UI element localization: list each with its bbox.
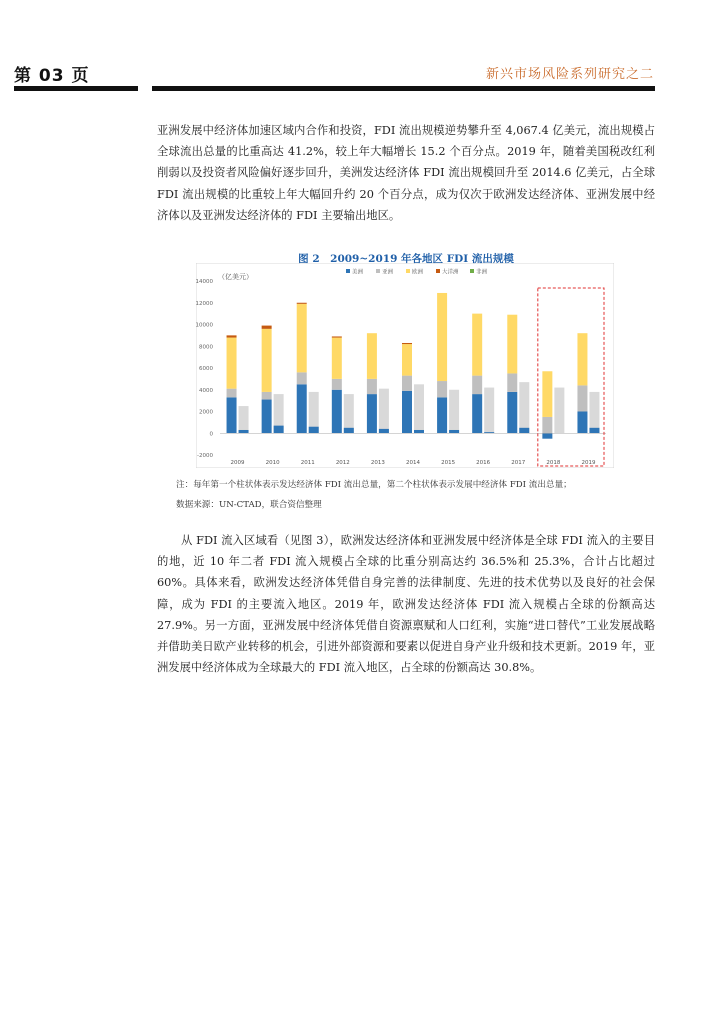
bar-developing-total [449,390,459,434]
bar-developed-oceania [297,303,307,304]
bar-developing-americas [274,426,284,434]
bar-developed-europe [402,344,412,376]
chart-x-axis [231,460,596,466]
y-tick-label: 10000 [196,322,213,329]
bar-developed-americas [577,412,587,434]
y-tick-label: 2000 [199,409,213,416]
legend-label: 美洲 [352,269,364,276]
header-rule-right [152,86,655,91]
y-tick-label: 6000 [199,366,213,372]
bar-developed-europe [262,329,272,392]
bar-developed-asia [437,381,447,397]
bar-developed-asia [297,372,307,384]
bar-developed-americas [227,397,237,433]
bar-developed-asia [577,385,587,411]
y-tick-label: 12000 [196,300,213,307]
legend-label: 非洲 [476,269,488,276]
x-tick-label: 2017 [511,460,526,466]
x-tick-label: 2014 [406,460,420,466]
chart-legend [346,268,488,276]
x-tick-label: 2018 [546,460,561,466]
bar-developed-europe [332,338,342,379]
y-tick-label: 8000 [199,344,213,351]
figure-source: 数据来源：UN-CTAD，联合资信整理 [176,500,322,510]
bar-developed-europe [227,338,237,389]
bar-developed-asia [507,373,517,391]
y-tick-label: 4000 [199,387,213,394]
legend-swatch [406,269,410,273]
legend-swatch [470,269,474,273]
paragraph-fdi-inflow: 从 FDI 流入区域看（见图 3），欧洲发达经济体和亚洲发展中经济体是全球 FDI 流入的主要目的地，近 10 年二者 FDI 流入规模占全球的比重分别高达约 36.5%和 25.3%，合计占比超过 60%。具体来看，欧洲发达经济体凭借自身完善的法律制度、先进的技术优势以及良好的社会保障，成为 FDI 的主要流入地区。2019 年，欧洲发达经济体 FDI 流入规模占全球的份额高达 27.9%。另一方面，亚洲发展中经济体凭借自资源禀赋和人口红利，实施“进口替代”工业发展战略并借助美日欧产业转移的机会，引进外部资源和要素以促进自身产业升级和技术更新。2019 年，亚洲发展中经济体成为全球最大的 FDI 流入地区，占全球的份额高达 30.8%。 [157,534,655,675]
bar-developing-total [554,388,564,434]
bar-developed-asia [332,379,342,390]
bar-developed-europe [297,304,307,373]
x-tick-label: 2015 [441,460,456,466]
bar-developed-americas [262,400,272,434]
x-tick-label: 2012 [335,460,350,466]
bar-developed-europe [577,333,587,385]
x-tick-label: 2016 [476,460,491,466]
bar-developing-total [414,384,424,433]
bar-developed-oceania [227,335,237,337]
bar-developed-asia [262,392,272,400]
bar-developed-asia [367,379,377,394]
bar-developing-total [484,388,494,434]
bar-developed-europe [507,315,517,374]
bar-developed-oceania [402,343,412,344]
bar-developed-asia [472,376,482,394]
figure-note: 注：每年第一个柱状体表示发达经济体 FDI 流出总量，第二个柱状体表示发展中经济体 FDI 流出总量； [176,480,572,490]
x-tick-label: 2011 [300,460,315,466]
bar-developing-total [589,392,599,433]
bar-developing-total [519,382,529,433]
chart-bars [220,293,606,439]
legend-label: 亚洲 [382,269,394,276]
y-tick-label: 0 [209,431,213,438]
chart-svg [196,263,614,468]
bar-developing-americas [449,430,459,433]
bar-developed-oceania [262,326,272,329]
bar-developing-americas [589,428,599,433]
bar-developed-americas [297,384,307,433]
x-tick-label: 2019 [581,460,596,466]
bar-developed-europe [367,333,377,379]
chart-y-axis [196,279,214,459]
bar-developed-americas [542,433,552,438]
bar-developing-total [344,394,354,433]
bar-developing-americas [379,429,389,433]
bar-developing-americas [309,427,319,434]
bar-developed-americas [472,394,482,433]
bar-developing-americas [414,430,424,433]
y-tick-label: 14000 [196,279,213,285]
bar-developed-europe [542,371,552,417]
bar-developing-total [239,406,249,433]
legend-swatch [346,269,350,273]
x-tick-label: 2009 [230,460,245,466]
bar-developed-asia [227,389,237,398]
chart-unit-label: （亿美元） [218,273,253,281]
report-series-title: 新兴市场风险系列研究之二 [485,67,654,82]
bar-developed-americas [402,391,412,433]
bar-developing-americas [239,430,249,433]
bar-developed-americas [367,394,377,433]
legend-swatch [376,269,380,273]
figure-title: 图 2 2009~2019 年各地区 FDI 流出规模 [298,253,514,265]
bar-developed-americas [507,392,517,433]
bar-developing-total [379,389,389,434]
page-number: 第 03 页 [14,66,90,86]
x-tick-label: 2013 [370,460,385,466]
bar-developing-americas [344,428,354,433]
header-rule-left [14,86,138,91]
bar-developed-europe [472,314,482,376]
fdi-outflow-chart [196,263,614,468]
bar-developed-oceania [332,336,342,337]
legend-label: 欧洲 [412,269,424,276]
bar-developed-americas [437,397,447,433]
bar-developed-europe [437,293,447,381]
legend-swatch [436,269,440,273]
bar-developing-americas [519,428,529,433]
legend-label: 大洋洲 [442,269,459,276]
bar-developed-asia [402,376,412,391]
bar-developed-americas [332,390,342,434]
x-tick-label: 2010 [265,460,280,466]
paragraph-fdi-outflow: 亚洲发展中经济体加速区域内合作和投资，FDI 流出规模逆势攀升至 4,067.4 亿美元，流出规模占全球流出总量的比重高达 41.2%，较上年大幅增长 15.2 个百分点。2019 年，随着美国税改红利削弱以及投资者风险偏好逐步回升，美洲发达经济体 FDI 流出规模回升至 2014.6 亿美元，占全球 FDI 流出规模的比重较上年大幅回升约 20 个百分点，成为仅次于欧洲发达经济体、亚洲发展中经济体以及亚洲发达经济体的 FDI 主要输出地区。 [157,124,655,222]
y-tick-label: -2000 [197,453,213,459]
bar-developed-asia [542,417,552,433]
